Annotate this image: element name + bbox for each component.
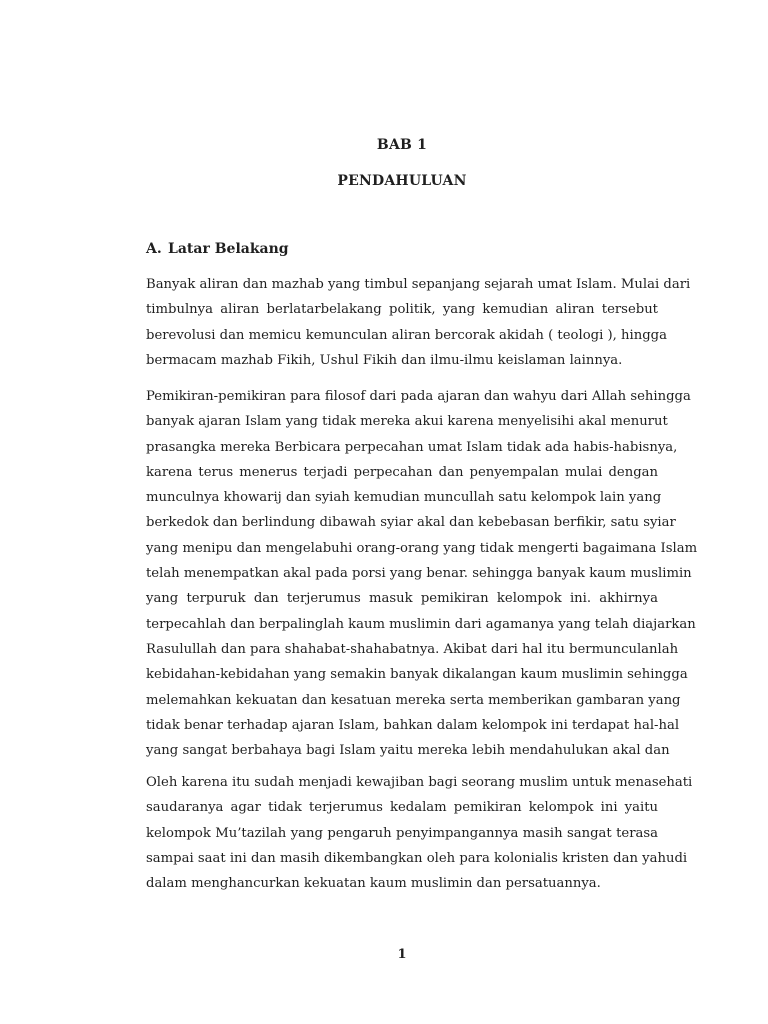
paragraph-1 bbox=[146, 272, 691, 373]
paragraph-line: Pemikiran-pemikiran para filosof dari pada ajaran dan wahyu dari Allah sehingga bbox=[146, 389, 691, 404]
paragraph-3 bbox=[146, 770, 693, 896]
paragraph-line: yang terpuruk dan terjerumus masuk pemikiran kelompok ini. akhirnya bbox=[146, 591, 658, 607]
paragraph-line: terpecahlah dan berpalinglah kaum muslimin dari agamanya yang telah diajarkan bbox=[146, 616, 696, 632]
paragraph-line: tidak benar terhadap ajaran Islam, bahkan dalam kelompok ini terdapat hal-hal bbox=[146, 717, 680, 733]
paragraph-line: munculnya khowarij dan syiah kemudian muncullah satu kelompok lain yang bbox=[146, 490, 662, 506]
chapter-label: BAB 1 bbox=[376, 137, 428, 153]
paragraph-line: karena terus menerus terjadi perpecahan dan penyempalan mulai dengan bbox=[146, 464, 658, 480]
paragraph-line: yang sangat berbahaya bagi Islam yaitu mereka lebih mendahulukan akal dan bbox=[146, 743, 670, 759]
paragraph-2 bbox=[146, 384, 698, 763]
chapter-title: PENDAHULUAN bbox=[337, 173, 467, 189]
paragraph-line: Banyak aliran dan mazhab yang timbul sepanjang sejarah umat Islam. Mulai dari bbox=[146, 277, 691, 292]
paragraph-line: telah menempatkan akal pada porsi yang benar. sehingga banyak kaum muslimin bbox=[146, 566, 692, 582]
paragraph-line: banyak ajaran Islam yang tidak mereka akui karena menyelisihi akal menurut bbox=[146, 414, 668, 430]
paragraph-line: Rasulullah dan para shahabat-shahabatnya. Akibat dari hal itu bermunculanlah bbox=[146, 641, 679, 657]
paragraph-line: dalam menghancurkan kekuatan kaum muslimin dan persatuannya. bbox=[146, 876, 601, 892]
paragraph-line: kebidahan-kebidahan yang semakin banyak dikalangan kaum muslimin sehingga bbox=[146, 667, 688, 683]
paragraph-line: bermacam mazhab Fikih, Ushul Fikih dan ilmu-ilmu keislaman lainnya. bbox=[146, 352, 623, 368]
page-number: 1 bbox=[397, 947, 407, 962]
section-number: A. bbox=[146, 241, 162, 257]
paragraph-line: kelompok Mu’tazilah yang pengaruh penyimpangannya masih sangat terasa bbox=[146, 825, 658, 841]
paragraph-line: berevolusi dan memicu kemunculan aliran bercorak akidah ( teologi ), hingga bbox=[146, 327, 667, 343]
paragraph-line: yang menipu dan mengelabuhi orang-orang yang tidak mengerti bagaimana Islam bbox=[146, 540, 698, 556]
paragraph-line: sampai saat ini dan masih dikembangkan oleh para kolonialis kristen dan yahudi bbox=[146, 850, 688, 866]
paragraph-line: timbulnya aliran berlatarbelakang politik, yang kemudian aliran tersebut bbox=[146, 302, 658, 318]
paragraph-line: berkedok dan berlindung dibawah syiar akal dan kebebasan berfikir, satu syiar bbox=[146, 515, 676, 531]
paragraph-line: Oleh karena itu sudah menjadi kewajiban bagi seorang muslim untuk menasehati bbox=[146, 775, 693, 790]
paragraph-line: prasangka mereka Berbicara perpecahan umat Islam tidak ada habis-habisnya, bbox=[146, 439, 678, 455]
paragraph-line: melemahkan kekuatan dan kesatuan mereka serta memberikan gambaran yang bbox=[146, 692, 681, 708]
paragraph-line: saudaranya agar tidak terjerumus kedalam pemikiran kelompok ini yaitu bbox=[146, 800, 658, 816]
section-title: Latar Belakang bbox=[168, 241, 289, 257]
section-heading bbox=[146, 241, 289, 257]
